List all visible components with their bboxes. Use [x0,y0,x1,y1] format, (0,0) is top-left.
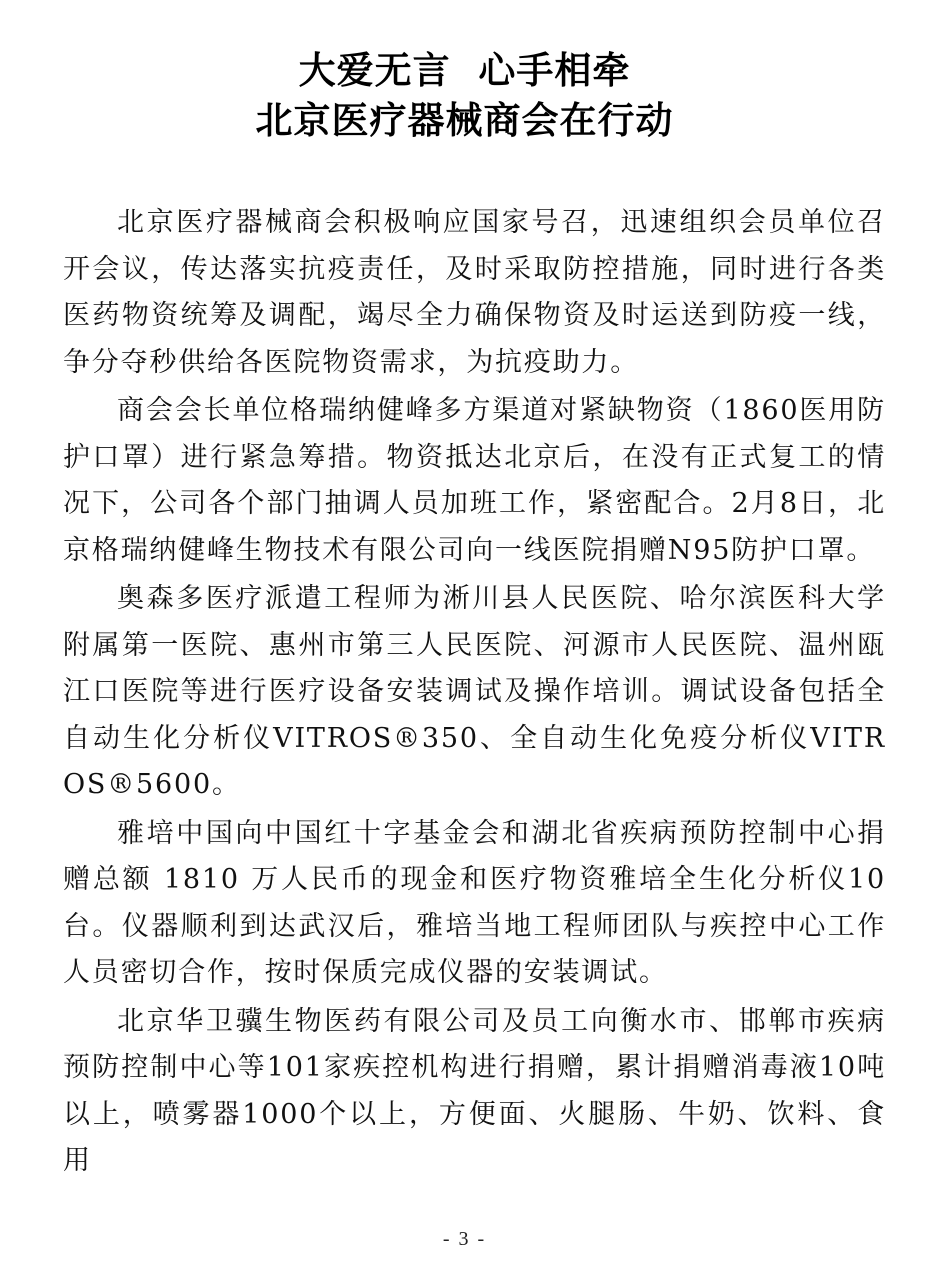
body-text [63,200,886,1185]
title-line-2: 北京医疗器械商会在行动 [255,99,674,142]
paragraph-1: 北京医疗器械商会积极响应国家号召，迅速组织会员单位召开会议，传达落实抗疫责任，及时采取防控措施，同时进行各类医药物资统筹及调配，竭尽全力确保物资及时运送到防疫一线，争分夺秒供给各医院物资需求，为抗疫助力。 [63,207,886,378]
paragraph-3: 奥森多医疗派遣工程师为淅川县人民医院、哈尔滨医科大学附属第一医院、惠州市第三人民医院、河源市人民医院、温州瓯江口医院等进行医疗设备安装调试及操作培训。调试设备包括全自动生化分析仪VITROS®350、全自动生化免疫分析仪VITROS®5600。 [63,583,886,800]
title-block [0,46,929,146]
paragraph-5: 北京华卫骥生物医药有限公司及员工向衡水市、邯郸市疾病预防控制中心等101家疾控机构进行捐赠，累计捐赠消毒液10吨以上，喷雾器1000个以上，方便面、火腿肠、牛奶、饮料、食用 [63,1005,886,1176]
page-number: - 3 - [442,1228,487,1250]
paragraph-2: 商会会长单位格瑞纳健峰多方渠道对紧缺物资（1860医用防护口罩）进行紧急筹措。物资抵达北京后，在没有正式复工的情况下，公司各个部门抽调人员加班工作，紧密配合。2月8日，北京格瑞纳健峰生物技术有限公司向一线医院捐赠N95防护口罩。 [63,395,886,566]
title-line-1: 大爱无言 心手相牵 [298,49,631,92]
paragraph-4: 雅培中国向中国红十字基金会和湖北省疾病预防控制中心捐赠总额 1810 万人民币的现金和医疗物资雅培全生化分析仪10台。仪器顺利到达武汉后，雅培当地工程师团队与疾控中心工作人员密切合作，按时保质完成仪器的安装调试。 [63,817,886,988]
